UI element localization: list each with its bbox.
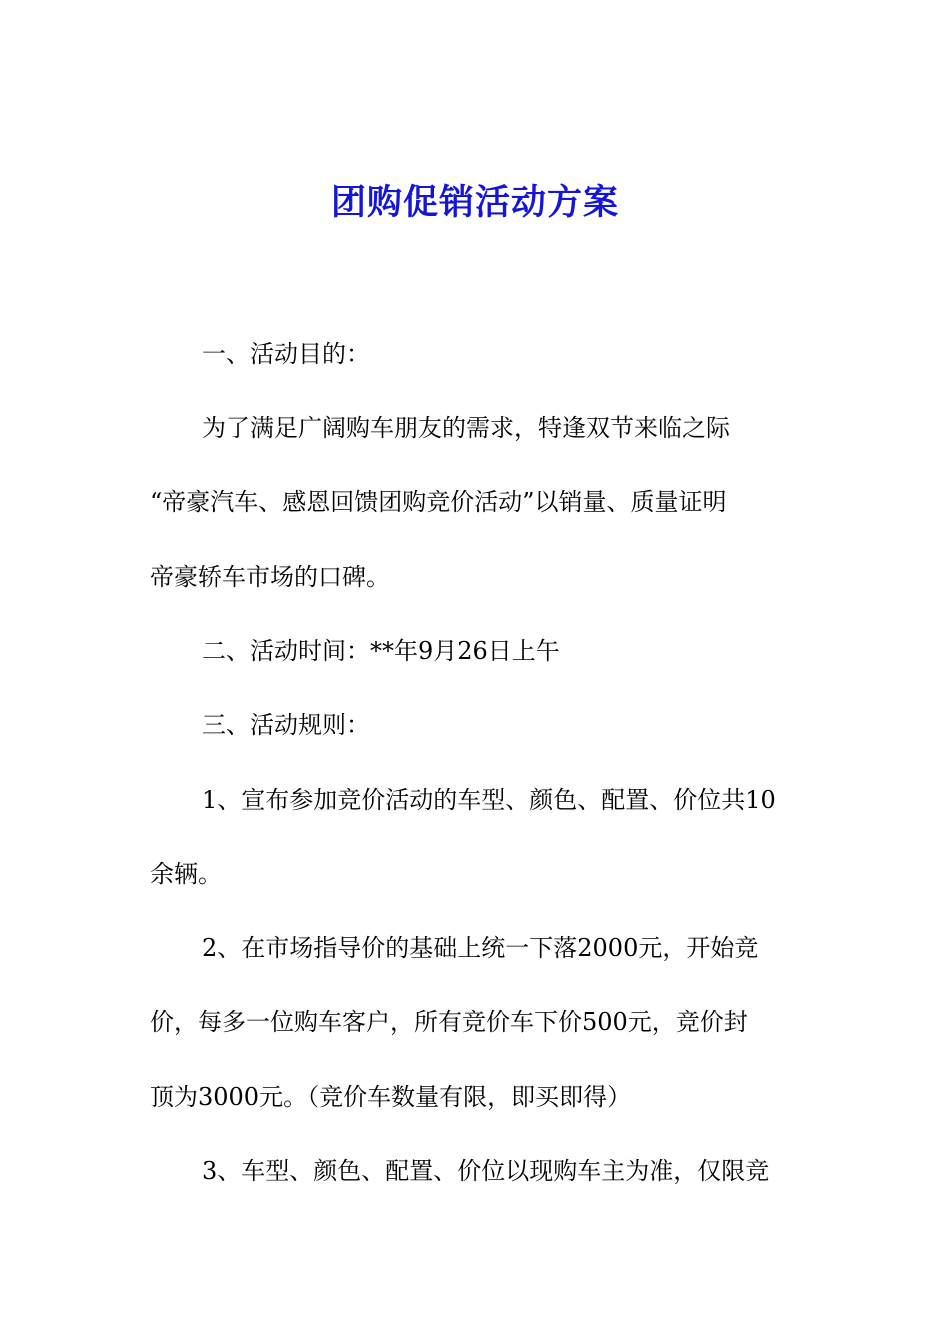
paragraph-line: 3、车型、颜色、配置、价位以现购车主为准，仅限竞 <box>202 1157 770 1185</box>
paragraph-line: “帝豪汽车、感恩回馈团购竞价活动”以销量、质量证明 <box>150 488 727 516</box>
paragraph-line: 帝豪轿车市场的口碑。 <box>150 563 390 591</box>
section-heading-purpose: 一、活动目的： <box>202 340 370 368</box>
paragraph-line: 价，每多一位购车客户，所有竞价车下价500元，竞价封 <box>150 1008 748 1036</box>
paragraph-line: 1、宣布参加竞价活动的车型、颜色、配置、价位共10 <box>202 786 776 814</box>
paragraph-line: 2、在市场指导价的基础上统一下落2000元，开始竞 <box>202 934 759 962</box>
paragraph-line: 顶为3000元。（竞价车数量有限，即买即得） <box>150 1083 632 1111</box>
section-heading-rules: 三、活动规则： <box>202 711 370 739</box>
document-title: 团购促销活动方案 <box>330 182 619 223</box>
section-heading-time: 二、活动时间：**年9月26日上午 <box>202 637 560 665</box>
paragraph-line: 为了满足广阔购车朋友的需求，特逢双节来临之际 <box>202 414 730 442</box>
paragraph-line: 余辆。 <box>150 860 222 888</box>
